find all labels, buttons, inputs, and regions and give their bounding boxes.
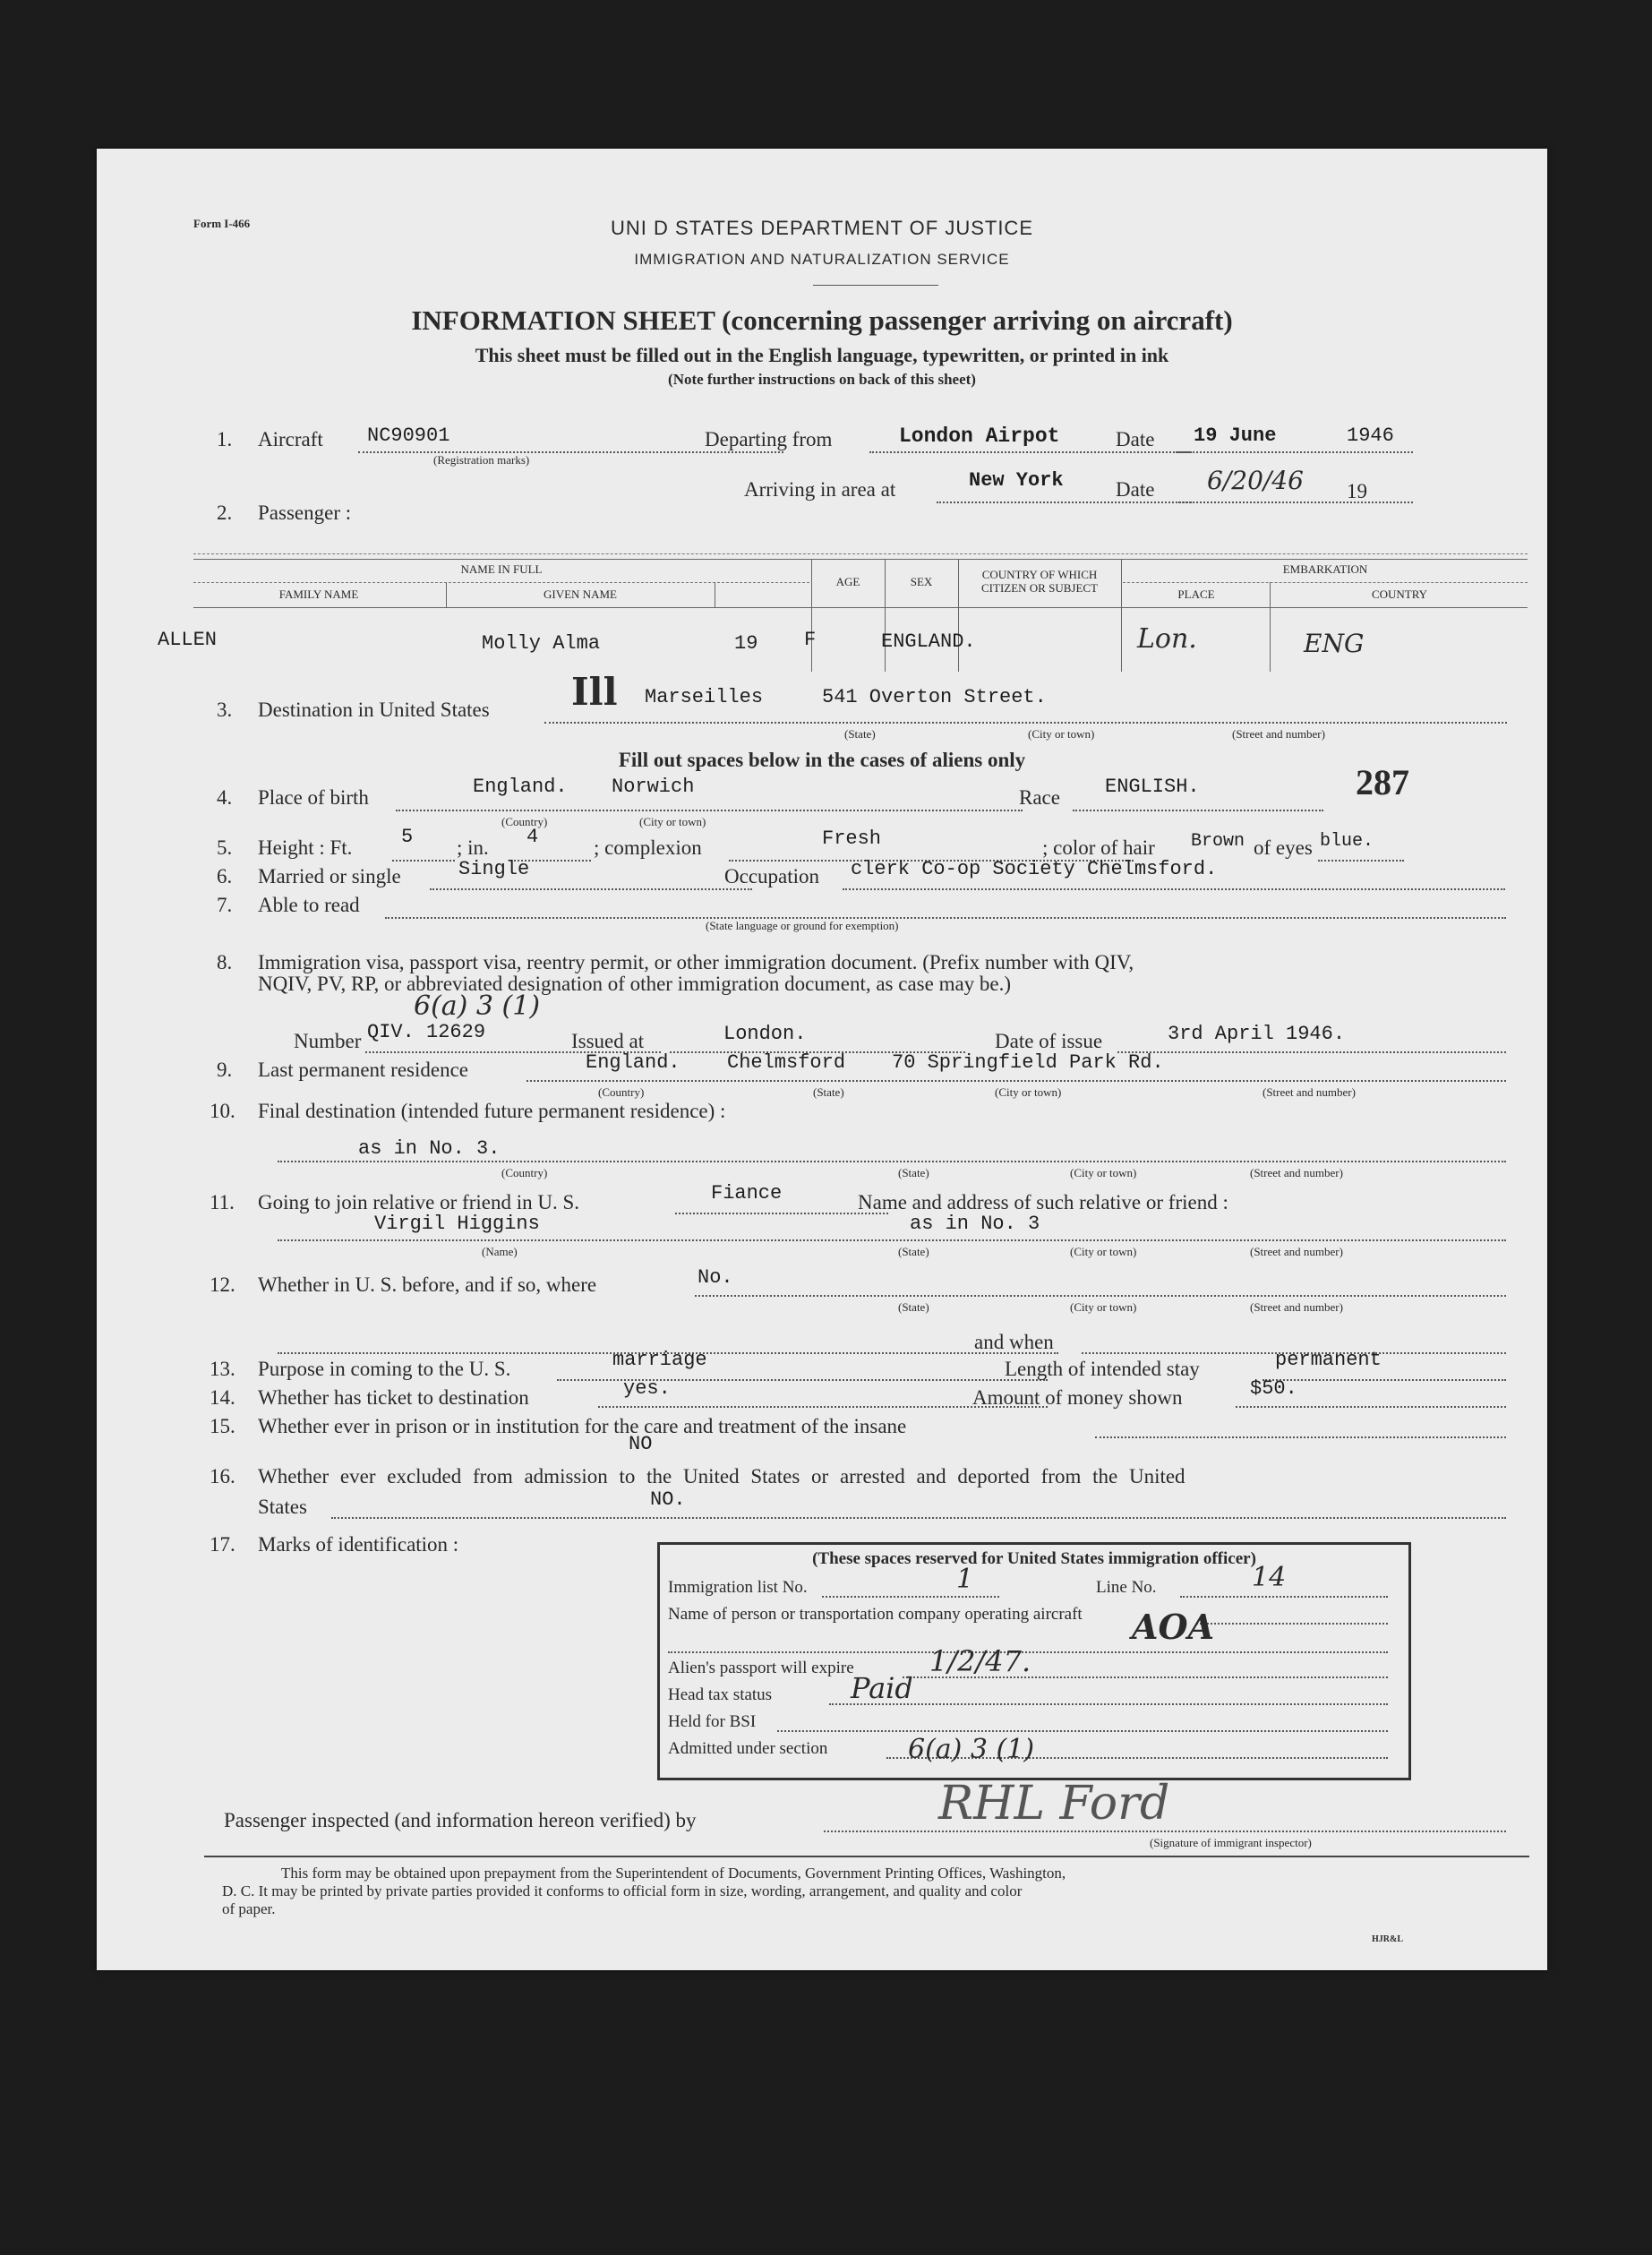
item-number: 16. — [210, 1465, 235, 1488]
table-rule — [193, 607, 1528, 608]
marks-label: Marks of identification : — [258, 1533, 459, 1556]
item-number: 13. — [210, 1358, 235, 1380]
issue-date-value: 3rd April 1946. — [1168, 1023, 1346, 1045]
arriving-label: Arriving in area at — [744, 478, 896, 501]
height-ft: 5 — [401, 826, 414, 848]
stay-line — [1263, 1379, 1506, 1381]
bsi-label: Held for BSI — [668, 1712, 757, 1731]
issue-date-label: Date of issue — [995, 1030, 1103, 1052]
embarkation-header: EMBARKATION — [1282, 562, 1368, 576]
ft-line — [392, 860, 455, 862]
state-sublabel: (State) — [898, 1245, 929, 1258]
table-divider — [885, 559, 886, 672]
list-label: Immigration list No. — [668, 1578, 808, 1597]
residence-state: Chelmsford — [727, 1051, 846, 1074]
city-sublabel: (City or town) — [1028, 727, 1095, 741]
before-label: Whether in U. S. before, and if so, where — [258, 1273, 597, 1296]
city-sublabel: (City or town) — [1070, 1300, 1137, 1314]
service-heading: IMMIGRATION AND NATURALIZATION SERVICE — [634, 251, 1010, 268]
bsi-line — [777, 1730, 1388, 1732]
city-sublabel: (City or town) — [1070, 1245, 1137, 1258]
tax-label: Head tax status — [668, 1685, 773, 1704]
date-line — [1176, 451, 1413, 453]
birth-country: England. — [473, 776, 568, 798]
hair-label: ; color of hair — [1042, 836, 1155, 859]
destination-state: Ill — [571, 670, 618, 714]
arriving-value: New York — [969, 469, 1064, 492]
height-in: 4 — [526, 826, 539, 848]
item-number: 10. — [210, 1100, 235, 1122]
issue-date-line — [1117, 1051, 1506, 1053]
street-sublabel: (Street and number) — [1250, 1300, 1343, 1314]
destination-label: Destination in United States — [258, 699, 490, 721]
line-value: 14 — [1252, 1562, 1287, 1593]
table-divider — [446, 582, 447, 607]
state-sublabel: (State) — [813, 1085, 844, 1099]
issued-value: London. — [723, 1023, 807, 1045]
signature-sublabel: (Signature of immigrant inspector) — [1150, 1836, 1312, 1849]
departing-label: Departing from — [705, 428, 833, 450]
sex-value: F — [804, 629, 817, 651]
admitted-label: Admitted under section — [668, 1739, 828, 1758]
destination-city: Marseilles — [645, 686, 764, 708]
stay-value: permanent — [1275, 1349, 1382, 1371]
before-line — [695, 1295, 1506, 1297]
date-label: Date — [1116, 428, 1155, 450]
item-number: 7. — [217, 894, 233, 916]
race-value: ENGLISH. — [1105, 776, 1200, 798]
read-line — [385, 917, 1506, 919]
inspected-label: Passenger inspected (and information hereon verified) by — [224, 1809, 697, 1831]
prison-line — [1095, 1436, 1506, 1438]
relative-name: Virgil Higgins — [374, 1213, 540, 1235]
department-heading: UNI D STATES DEPARTMENT OF JUSTICE — [610, 217, 1033, 239]
form-title: INFORMATION SHEET (concerning passenger arriving on aircraft) — [411, 304, 1233, 336]
occupation-label: Occupation — [724, 865, 820, 887]
item-number: 3. — [217, 699, 233, 721]
given-name-header: GIVEN NAME — [544, 587, 617, 601]
passenger-label: Passenger : — [258, 502, 352, 524]
married-value: Single — [458, 858, 530, 880]
city-sublabel: (City or town) — [1070, 1166, 1137, 1179]
list-value: 1 — [956, 1564, 974, 1595]
married-line — [430, 888, 752, 890]
family-name-value: ALLEN — [158, 629, 218, 651]
place-header: PLACE — [1177, 587, 1215, 601]
relative-line — [278, 1239, 1506, 1241]
street-sublabel: (Street and number) — [1250, 1166, 1343, 1179]
footer-line-1: This form may be obtained upon prepayment from the Superintendent of Documents, Government Printing Offices, Washington, — [281, 1865, 1066, 1882]
prison-value: NO — [629, 1433, 653, 1455]
state-sublabel: (State) — [898, 1166, 929, 1179]
number-value: QIV. 12629 — [367, 1021, 486, 1043]
line-label: Line No. — [1096, 1578, 1157, 1597]
table-rule — [193, 553, 1528, 554]
age-value: 19 — [734, 632, 758, 655]
join-line — [675, 1213, 888, 1214]
item-number: 4. — [217, 786, 233, 809]
stay-label: Length of intended stay — [1005, 1358, 1200, 1380]
table-divider — [811, 559, 812, 672]
visa-text-2: NQIV, PV, RP, or abbreviated designation of other immigration document, as case may be.) — [258, 973, 1012, 995]
country-sublabel: (Country) — [501, 1166, 548, 1179]
table-divider — [1270, 582, 1271, 672]
country-sublabel: (Country) — [501, 815, 548, 828]
stamp-number: 287 — [1356, 762, 1409, 802]
state-sublabel: (State) — [898, 1300, 929, 1314]
married-label: Married or single — [258, 865, 401, 887]
occupation-line — [843, 888, 1505, 890]
eyes-label: of eyes — [1254, 836, 1313, 859]
state-sublabel: (State) — [844, 727, 876, 741]
country-header: COUNTRY — [1371, 587, 1428, 601]
company-value: AOA — [1132, 1607, 1215, 1647]
money-value: $50. — [1250, 1377, 1297, 1400]
citizen-value: ENGLAND. — [881, 630, 976, 653]
read-label: Able to read — [258, 894, 360, 916]
aircraft-value: NC90901 — [367, 424, 450, 447]
join-label: Going to join relative or friend in U. S. — [258, 1191, 579, 1213]
company-line — [1196, 1623, 1388, 1625]
occupation-value: clerk Co-op Society Chelmsford. — [851, 858, 1218, 880]
purpose-label: Purpose in coming to the U. S. — [258, 1358, 511, 1380]
excluded-text-2: States — [258, 1496, 307, 1518]
date-value: 19 June — [1194, 424, 1277, 447]
year-value: 1946 — [1347, 424, 1394, 447]
item-number: 12. — [210, 1273, 235, 1296]
hair-value: Brown — [1191, 831, 1245, 852]
item-number: 5. — [217, 836, 233, 859]
table-rule — [193, 559, 1528, 560]
final-destination-label: Final destination (intended future permanent residence) : — [258, 1100, 726, 1122]
residence-label: Last permanent residence — [258, 1059, 468, 1081]
item-number: 6. — [217, 865, 233, 887]
form-number: Form I-466 — [193, 217, 251, 230]
table-divider — [958, 559, 959, 672]
age-header: AGE — [835, 575, 860, 588]
item-number: 2. — [217, 502, 233, 524]
footer-line-2: D. C. It may be printed by private parties provided it conforms to official form in size, wording, arrangement, and quality and color — [222, 1882, 1023, 1899]
table-divider — [1121, 559, 1122, 672]
passport-value: 1/2/47. — [929, 1644, 1031, 1678]
street-sublabel: (Street and number) — [1250, 1245, 1343, 1258]
street-sublabel: (Street and number) — [1232, 727, 1325, 741]
excluded-line — [331, 1517, 1506, 1519]
residence-country: England. — [586, 1051, 680, 1074]
company-label: Name of person or transportation company operating aircraft — [668, 1605, 1083, 1624]
complexion-value: Fresh — [822, 827, 882, 850]
visa-text-1: Immigration visa, passport visa, reentry permit, or other immigration document. (Prefix number with QIV, — [258, 951, 1134, 973]
footer-rule — [204, 1856, 1529, 1857]
birth-city: Norwich — [612, 776, 695, 798]
aircraft-line — [358, 451, 783, 453]
money-label: Amount of money shown — [972, 1386, 1183, 1409]
ticket-value: yes. — [623, 1377, 671, 1400]
read-sublabel: (State language or ground for exemption) — [706, 919, 899, 932]
date2-label: Date — [1116, 478, 1155, 501]
relative-label: Name and address of such relative or friend : — [858, 1191, 1228, 1213]
number-label: Number — [294, 1030, 362, 1052]
departing-line — [869, 451, 1192, 453]
ticket-label: Whether has ticket to destination — [258, 1386, 529, 1409]
embark-country-value: ENG — [1304, 629, 1365, 658]
item-number: 15. — [210, 1415, 235, 1437]
item-number: 9. — [217, 1059, 233, 1081]
excluded-value: NO. — [650, 1488, 686, 1511]
registration-sublabel: (Registration marks) — [433, 453, 530, 467]
header-rule — [813, 285, 938, 286]
departing-value: London Airpot — [899, 424, 1060, 448]
money-line — [1236, 1406, 1506, 1408]
purpose-value: marriage — [612, 1349, 707, 1371]
table-rule — [1123, 582, 1528, 583]
destination-street: 541 Overton Street. — [822, 686, 1047, 708]
given-name-value: Molly Alma — [482, 632, 601, 655]
date2-value: 6/20/46 — [1207, 466, 1304, 495]
item-number: 14. — [210, 1386, 235, 1409]
item-number: 1. — [217, 428, 233, 450]
admitted-value: 6(a) 3 (1) — [908, 1734, 1035, 1765]
form-note: (Note further instructions on back of this sheet) — [668, 371, 976, 388]
officer-box-title: (These spaces reserved for United States immigration officer) — [812, 1549, 1256, 1568]
before-value: No. — [698, 1266, 733, 1289]
city-sublabel: (City or town) — [639, 815, 706, 828]
height-label: Height : Ft. — [258, 836, 353, 859]
eyes-line — [1318, 860, 1404, 862]
excluded-text-1: Whether ever excluded from admission to the United States or arrested and deported from the United — [258, 1465, 1186, 1488]
form-page — [97, 149, 1547, 1970]
visa-handwritten: 6(a) 3 (1) — [414, 990, 541, 1022]
inspector-signature: RHL Ford — [938, 1777, 1170, 1831]
line-line — [1180, 1596, 1388, 1598]
race-line — [1073, 810, 1323, 811]
family-name-header: FAMILY NAME — [278, 587, 359, 601]
date2-suffix: 19 — [1347, 480, 1367, 502]
birthplace-line — [396, 810, 1023, 811]
birthplace-label: Place of birth — [258, 786, 369, 809]
in-label: ; in. — [457, 836, 489, 859]
complexion-label: ; complexion — [594, 836, 702, 859]
country-sublabel: (Country) — [598, 1085, 645, 1099]
passport-label: Alien's passport will expire — [668, 1659, 854, 1677]
issued-label: Issued at — [571, 1030, 645, 1052]
item-number: 8. — [217, 951, 233, 973]
street-sublabel: (Street and number) — [1263, 1085, 1356, 1099]
table-rule — [193, 582, 809, 583]
item-number: 17. — [210, 1533, 235, 1556]
list-line — [822, 1596, 999, 1598]
destination-line — [544, 722, 1507, 724]
arriving-line — [937, 502, 1192, 503]
aliens-heading: Fill out spaces below in the cases of aliens only — [618, 749, 1026, 771]
country-citizen-header: COUNTRY OF WHICH CITIZEN OR SUBJECT — [981, 568, 1098, 595]
name-sublabel: (Name) — [482, 1245, 518, 1258]
race-label: Race — [1019, 786, 1060, 809]
residence-street: 70 Springfield Park Rd. — [892, 1051, 1164, 1074]
footer-line-3: of paper. — [222, 1900, 276, 1917]
final-destination-value: as in No. 3. — [358, 1137, 501, 1160]
city-sublabel: (City or town) — [995, 1085, 1062, 1099]
name-in-full-header: NAME IN FULL — [460, 562, 543, 576]
printer-code: HJR&L — [1372, 1934, 1403, 1944]
tax-value: Paid — [851, 1671, 913, 1705]
eyes-value: blue. — [1320, 831, 1374, 852]
residence-line — [526, 1080, 1506, 1082]
date2-line — [1176, 502, 1413, 503]
item-number: 11. — [210, 1191, 235, 1213]
relative-address: as in No. 3 — [910, 1213, 1040, 1235]
sex-header: SEX — [910, 575, 933, 588]
final-destination-line — [278, 1161, 1506, 1162]
prison-label: Whether ever in prison or in institution for the care and treatment of the insane — [258, 1415, 907, 1437]
signature-line — [824, 1831, 1506, 1832]
form-subtitle: This sheet must be filled out in the English language, typewritten, or printed in ink — [475, 344, 1169, 366]
relation-value: Fiance — [711, 1182, 783, 1205]
aircraft-label: Aircraft — [258, 428, 323, 450]
when-label: and when — [974, 1331, 1054, 1353]
embark-place-value: Lon. — [1137, 623, 1197, 655]
